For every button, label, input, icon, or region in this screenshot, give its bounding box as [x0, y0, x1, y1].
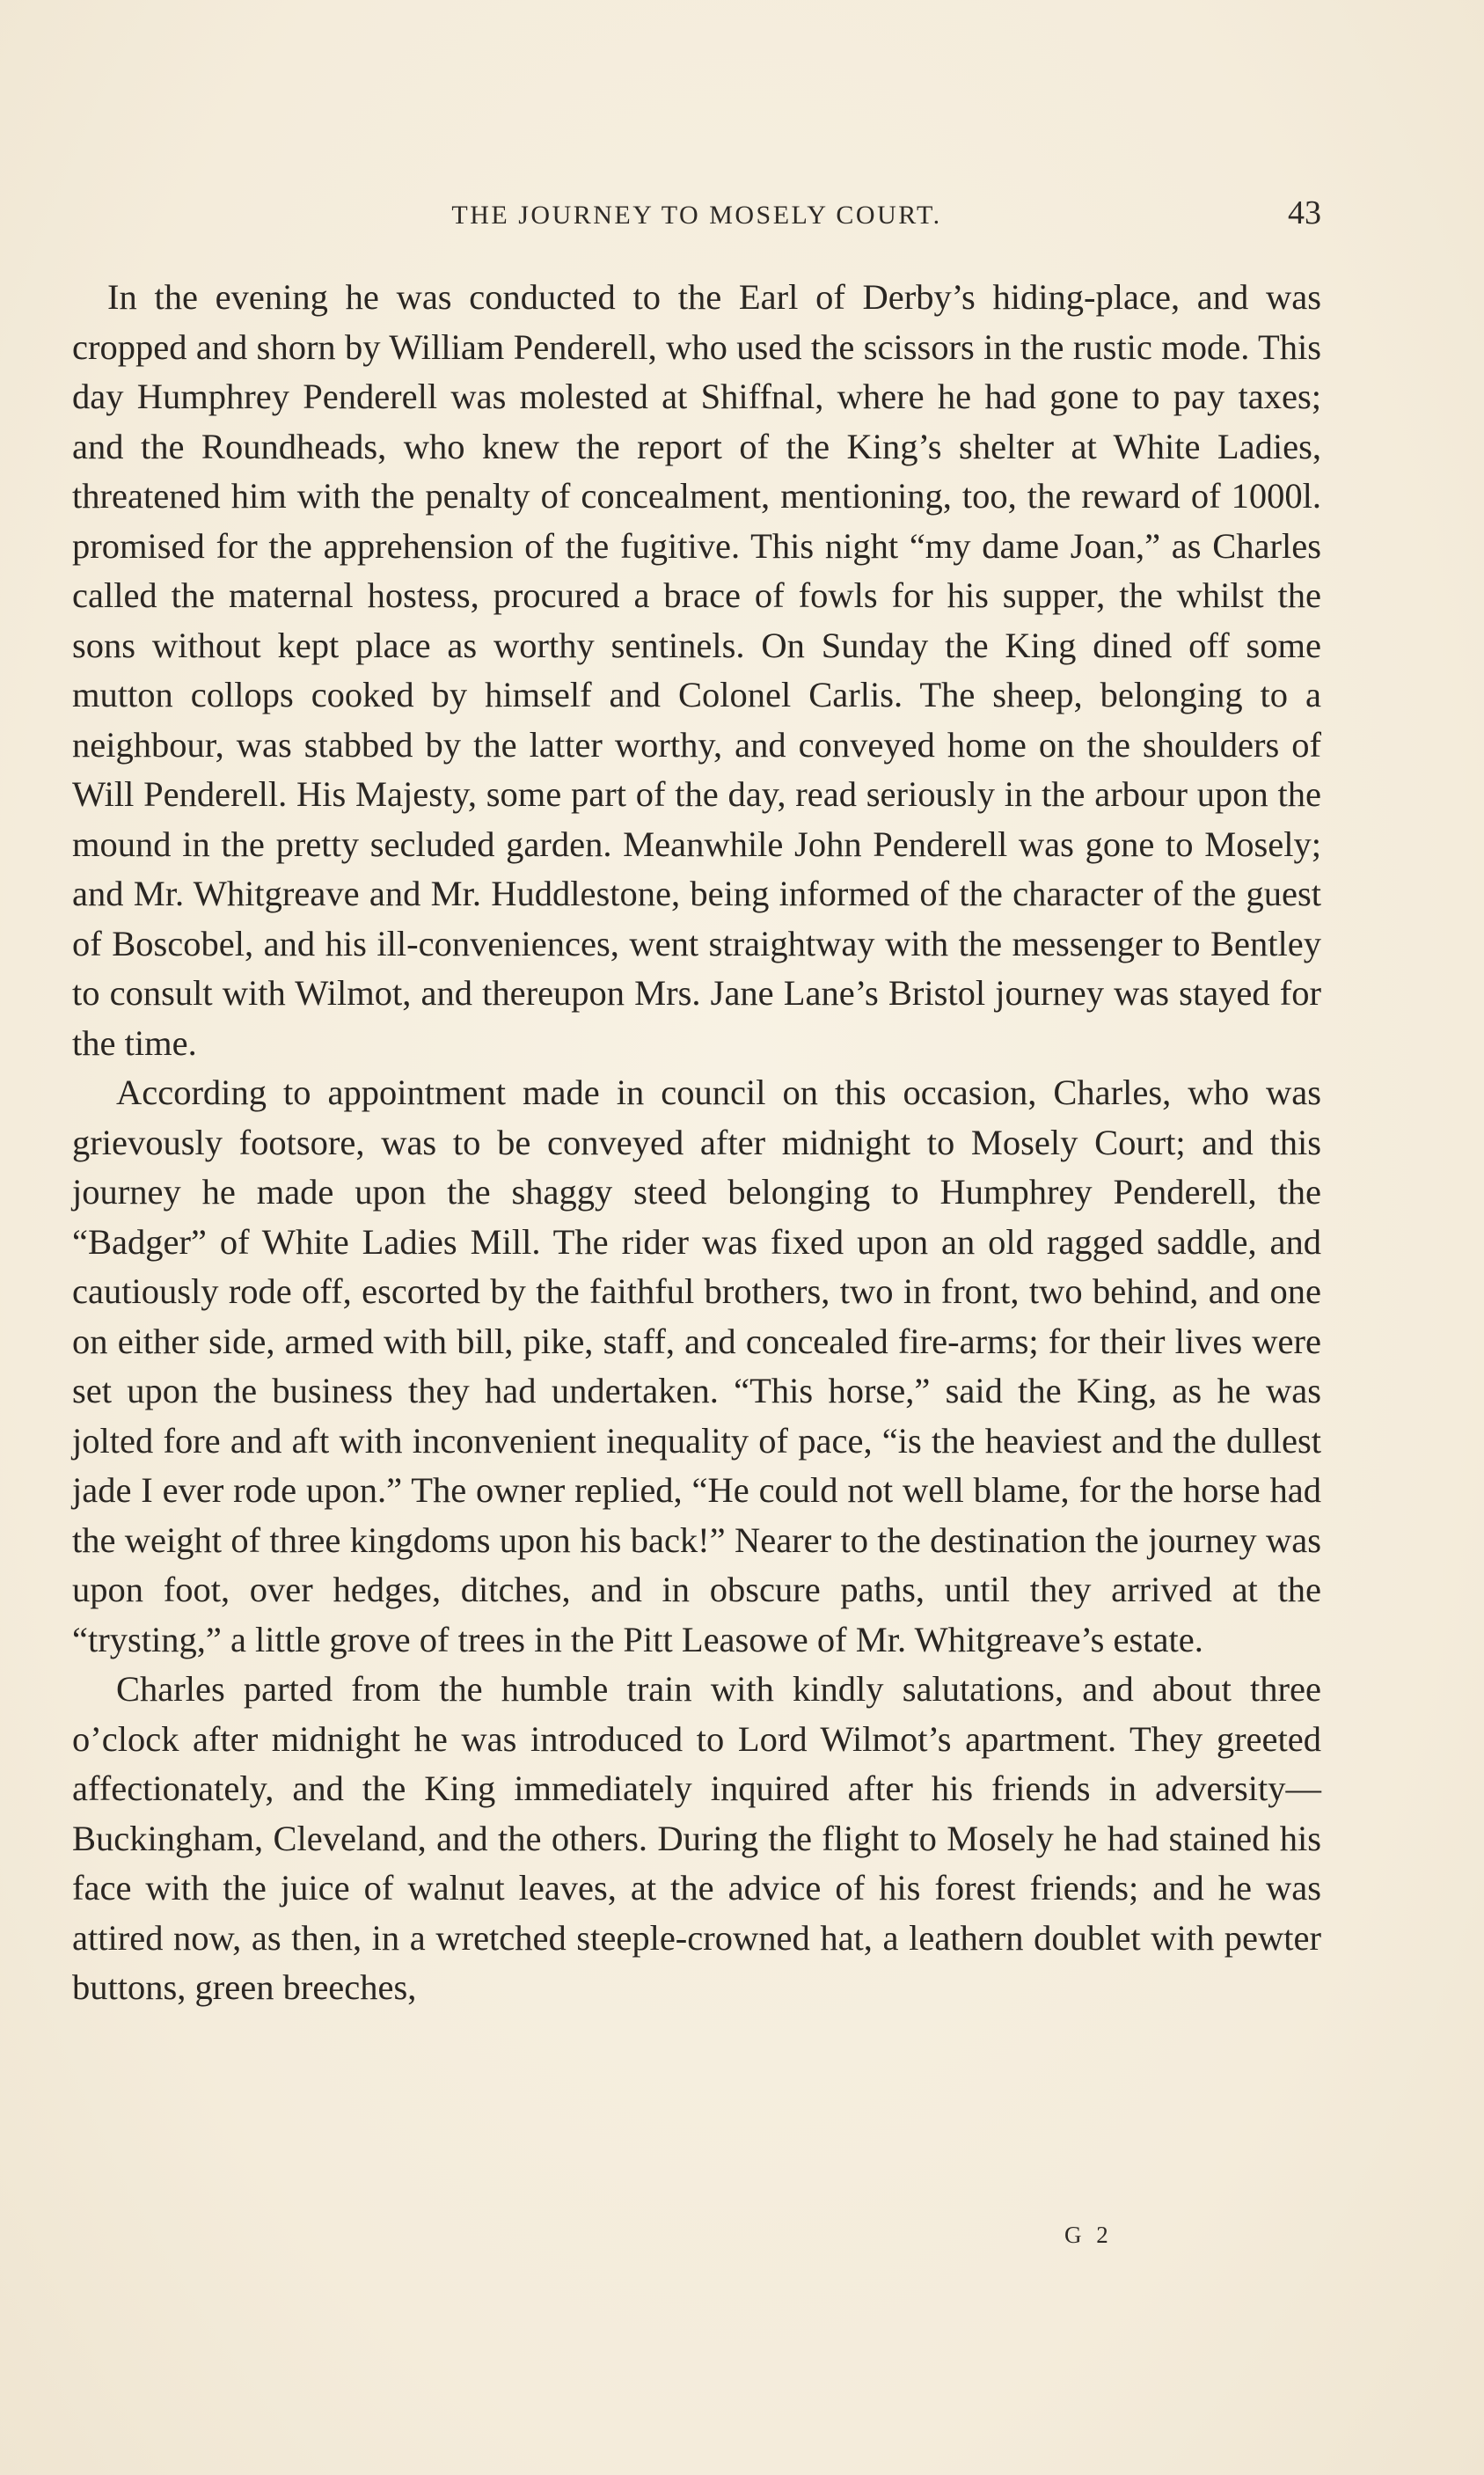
paragraph: Charles parted from the humble train with kindly salutations, and about three o’clock after midnight he was introduced to Lord Wilmot’s apartment. They greeted affectionately, and the King immediately inquired after his friends in adversity—Buckingham, Cleveland, and the others. During the flight to Mosely he had stained his face with the juice of walnut leaves, at the advice of his forest friends; and he was attired now, as then, in a wretched steeple-crowned hat, a leathern doublet with pewter buttons, green breeches, — [72, 1669, 1321, 2007]
running-head — [72, 194, 1321, 243]
running-title: THE JOURNEY TO MOSELY COURT. — [451, 201, 942, 230]
paragraph: In the evening he was conducted to the Earl of Derby’s hiding-place, and was cropped and shorn by William Penderell, who used the scissors in the rustic mode. This day Humphrey Penderell was molested at Shiffnal, where he had gone to pay taxes; and the Roundheads, who knew the report of the King’s shelter at White Ladies, threatened him with the penalty of concealment, mentioning, too, the reward of 1000l. promised for the apprehension of the fugitive. This night “my dame Joan,” as Charles called the maternal hostess, procured a brace of fowls for his supper, the whilst the sons without kept place as worthy sentinels. On Sunday the King dined off some mutton collops cooked by himself and Colonel Carlis. The sheep, belonging to a neighbour, was stabbed by the latter worthy, and conveyed home on the shoulders of Will Penderell. His Majesty, some part of the day, read seriously in the arbour upon the mound in the pretty secluded garden. Meanwhile John Penderell was gone to Mosely; and Mr. Whitgreave and Mr. Huddlestone, being informed of the character of the guest of Boscobel, and his ill-conveniences, went straightway with the messenger to Bentley to consult with Wilmot, and thereupon Mrs. Jane Lane’s Bristol journey was stayed for the time. — [72, 277, 1321, 1063]
body-text — [72, 273, 1321, 2013]
paragraph: According to appointment made in council on this occasion, Charles, who was grievously footsore, was to be conveyed after midnight to Mosely Court; and this journey he made upon the shaggy steed belonging to Humphrey Penderell, the “Badger” of White Ladies Mill. The rider was fixed upon an old ragged saddle, and cautiously rode off, escorted by the faithful brothers, two in front, two behind, and one on either side, armed with bill, pike, staff, and concealed fire-arms; for their lives were set upon the business they had undertaken. “This horse,” said the King, as he was jolted fore and aft with inconvenient inequality of pace, “is the heaviest and the dullest jade I ever rode upon.” The owner replied, “He could not well blame, for the horse had the weight of three kingdoms upon his back!” Nearer to the destination the journey was upon foot, over hedges, ditches, and in obscure paths, until they arrived at the “trysting,” a little grove of trees in the Pitt Leasowe of Mr. Whitgreave’s estate. — [72, 1073, 1321, 1659]
page-number: 43 — [1288, 194, 1321, 231]
signature-mark: G 2 — [1064, 2222, 1113, 2248]
